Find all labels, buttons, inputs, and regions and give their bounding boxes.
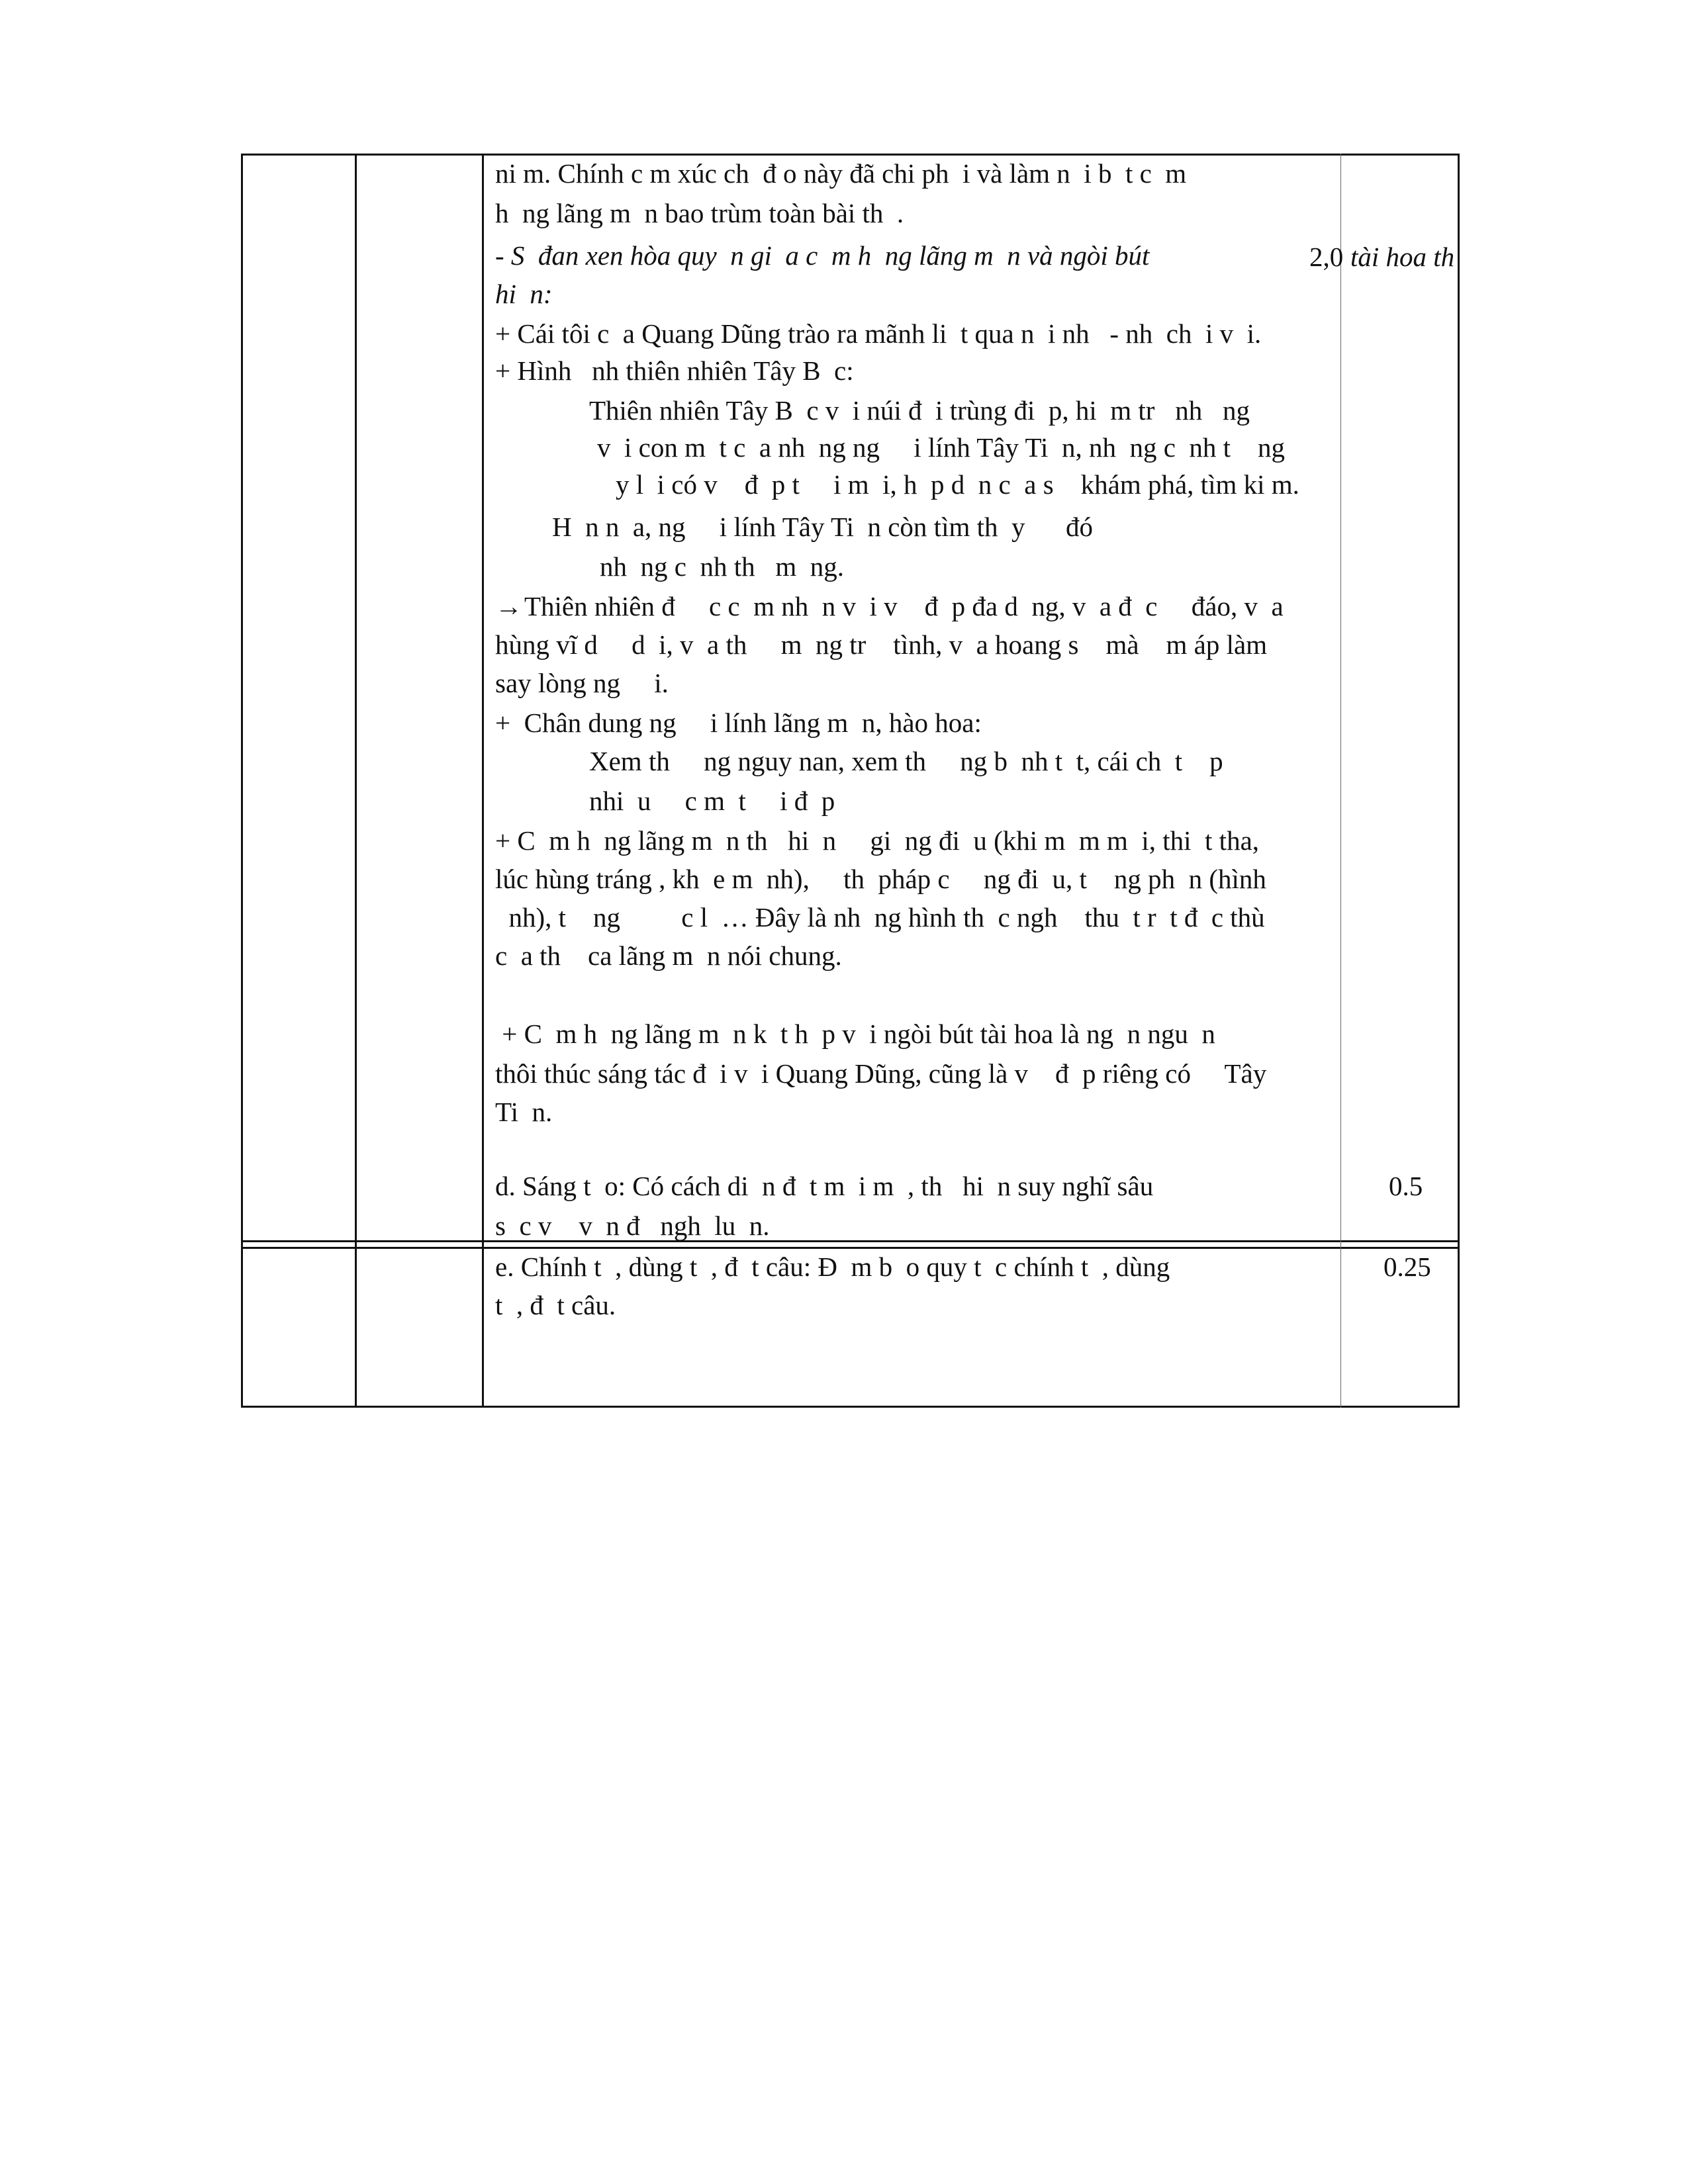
content-line-12: Thiên nhiên đ c c m nh n v i v đ p đa d ng, v a đ c đáo, v a	[524, 591, 1284, 621]
content-line-28: t , đ t câu.	[495, 1290, 616, 1320]
row-divider-lower	[241, 1247, 1459, 1249]
content-line-1: ni m. Chính c m xúc ch đ o này đã chi ph i và làm n i b t c m	[495, 158, 1187, 189]
content-line-24: Ti n.	[495, 1097, 553, 1127]
content-line-11: nh ng c nh th m ng.	[600, 551, 844, 582]
content-line-15: + Chân dung ng i lính lãng m n, hào hoa:	[495, 707, 982, 738]
content-line-3-tail: tài hoa th	[1350, 242, 1455, 272]
content-line-18: + C m h ng lãng m n th hi n gi ng đi u (khi m m m i, thi t tha,	[495, 825, 1260, 856]
col-border-2	[355, 154, 357, 1408]
content-line-4: hi n:	[495, 279, 553, 309]
col-border-right	[1458, 154, 1460, 1408]
content-line-2: h ng lãng m n bao trùm toàn bài th .	[495, 198, 904, 228]
content-line-14: say lòng ng i.	[495, 668, 669, 698]
content-line-21: c a th ca lãng m n nói chung.	[495, 940, 842, 971]
row-divider-upper	[241, 1240, 1459, 1242]
content-line-7: Thiên nhiên Tây B c v i núi đ i trùng đi p, hi m tr nh ng	[589, 395, 1250, 426]
col-border-score	[1340, 154, 1341, 1408]
content-line-23: thôi thúc sáng tác đ i v i Quang Dũng, cũng là v đ p riêng có Tây	[495, 1058, 1267, 1089]
content-line-3: - S đan xen hòa quy n gi a c m h ng lãng m n và ngòi bút	[495, 240, 1150, 271]
content-line-6: + Hình nh thiên nhiên Tây B c:	[495, 355, 854, 386]
content-line-25: d. Sáng t o: Có cách di n đ t m i m , th hi n suy nghĩ sâu	[495, 1171, 1154, 1201]
content-line-26: s c v v n đ ngh lu n.	[495, 1210, 770, 1241]
content-line-10: H n n a, ng i lính Tây Ti n còn tìm th y đó	[552, 512, 1093, 542]
content-line-27: e. Chính t , dùng t , đ t câu: Đ m b o quy t c chính t , dùng	[495, 1251, 1170, 1282]
content-line-17: nhi u c m t i đ p	[589, 786, 835, 816]
col-border-1	[241, 154, 243, 1408]
content-line-5: + Cái tôi c a Quang Dũng trào ra mãnh li t qua n i nh - nh ch i v i.	[495, 318, 1262, 349]
score-0-25: 0.25	[1383, 1251, 1431, 1282]
content-line-20: nh), t ng c l … Đây là nh ng hình th c ngh thu t r t đ c thù	[495, 902, 1265, 933]
content-line-16: Xem th ng nguy nan, xem th ng b nh t t, cái ch t p	[589, 746, 1223, 776]
score-0-5: 0.5	[1389, 1171, 1423, 1201]
table-top-border	[241, 154, 1459, 156]
content-line-13: hùng vĩ d d i, v a th m ng tr tình, v a hoang s mà m áp làm	[495, 629, 1268, 660]
table-bottom-border	[241, 1406, 1459, 1408]
content-line-9: y l i có v đ p t i m i, h p d n c a s khám phá, tìm ki m.	[616, 469, 1299, 500]
arrow-symbol: →	[495, 591, 522, 621]
content-line-19: lúc hùng tráng , kh e m nh), th pháp c ng đi u, t ng ph n (hình	[495, 864, 1266, 894]
col-border-3	[482, 154, 484, 1408]
content-line-22: + C m h ng lãng m n k t h p v i ngòi bút tài hoa là ng n ngu n	[495, 1019, 1215, 1049]
content-line-8: v i con m t c a nh ng ng i lính Tây Ti n, nh ng c nh t ng	[597, 432, 1286, 463]
score-2-0: 2,0	[1309, 242, 1344, 272]
